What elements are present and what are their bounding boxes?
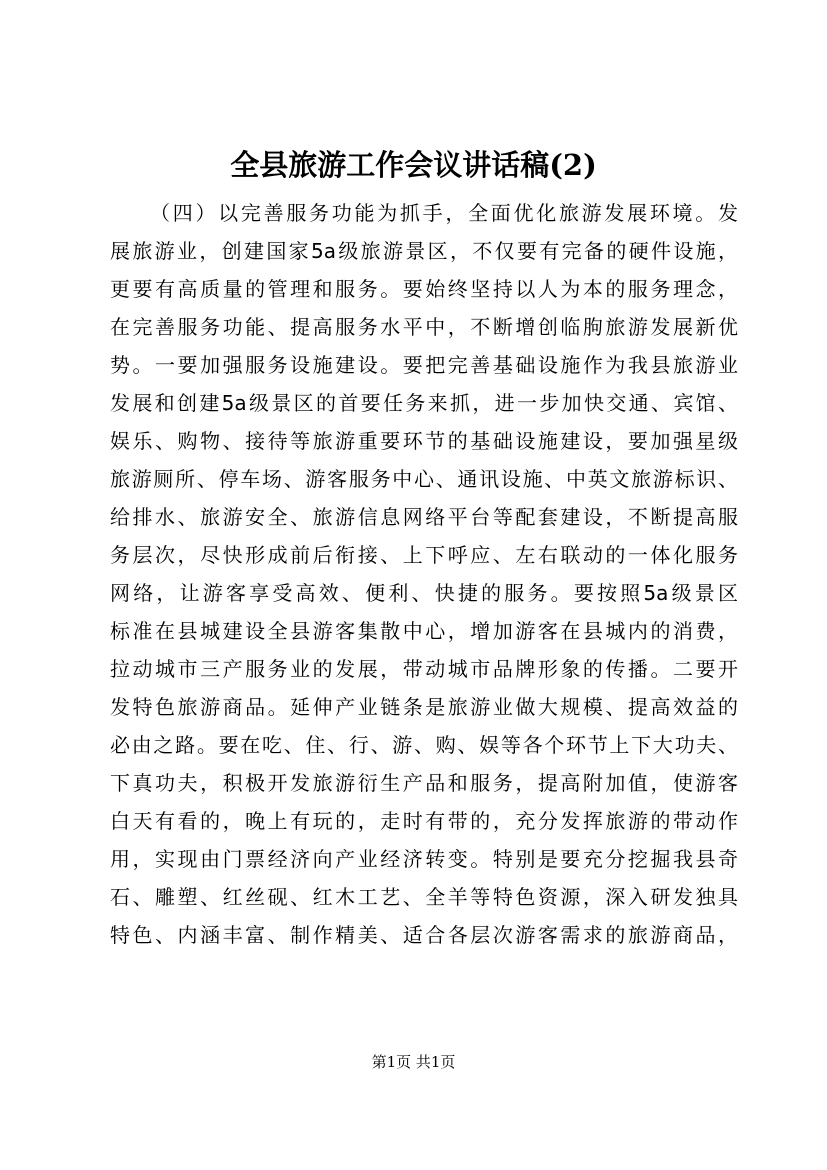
body-line: 白天有看的，晚上有玩的，走时有带的，充分发挥旅游的带动作: [110, 809, 738, 833]
body-line: 网络，让游客享受高效、便利、快捷的服务。要按照5a级景区: [110, 581, 738, 605]
body-line: 在完善服务功能、提高服务水平中，不断增创临朐旅游发展新优: [110, 315, 738, 339]
body-line: 发展和创建5a级景区的首要任务来抓，进一步加快交通、宾馆、: [110, 391, 738, 415]
page-footer: 第1页 共1页: [371, 1053, 456, 1071]
document-title: 全县旅游工作会议讲话稿(2): [230, 148, 597, 182]
body-line: 给排水、旅游安全、旅游信息网络平台等配套建设，不断提高服: [110, 505, 738, 529]
body-line: （四）以完善服务功能为抓手，全面优化旅游发展环境。发: [150, 201, 738, 225]
body-line: 娱乐、购物、接待等旅游重要环节的基础设施建设，要加强星级: [110, 429, 738, 453]
body-line: 势。一要加强服务设施建设。要把完善基础设施作为我县旅游业: [110, 353, 738, 377]
body-line: 展旅游业，创建国家5a级旅游景区，不仅要有完备的硬件设施，: [110, 239, 738, 263]
body-line: 特色、内涵丰富、制作精美、适合各层次游客需求的旅游商品，: [110, 923, 738, 947]
body-line: 用，实现由门票经济向产业经济转变。特别是要充分挖掘我县奇: [110, 847, 738, 871]
body-line: 拉动城市三产服务业的发展，带动城市品牌形象的传播。二要开: [110, 657, 738, 681]
body-line: 发特色旅游商品。延伸产业链条是旅游业做大规模、提高效益的: [110, 695, 738, 719]
document-body: [110, 194, 738, 954]
body-line: 标准在县城建设全县游客集散中心，增加游客在县城内的消费，: [110, 619, 738, 643]
body-line: 石、雕塑、红丝砚、红木工艺、全羊等特色资源，深入研发独具: [110, 885, 738, 909]
body-line: 旅游厕所、停车场、游客服务中心、通讯设施、中英文旅游标识、: [110, 467, 738, 491]
body-line: 下真功夫，积极开发旅游衍生产品和服务，提高附加值，使游客: [110, 771, 738, 795]
body-line: 务层次，尽快形成前后衔接、上下呼应、左右联动的一体化服务: [110, 543, 738, 567]
body-line: 更要有高质量的管理和服务。要始终坚持以人为本的服务理念，: [110, 277, 738, 301]
body-line: 必由之路。要在吃、住、行、游、购、娱等各个环节上下大功夫、: [110, 733, 738, 757]
